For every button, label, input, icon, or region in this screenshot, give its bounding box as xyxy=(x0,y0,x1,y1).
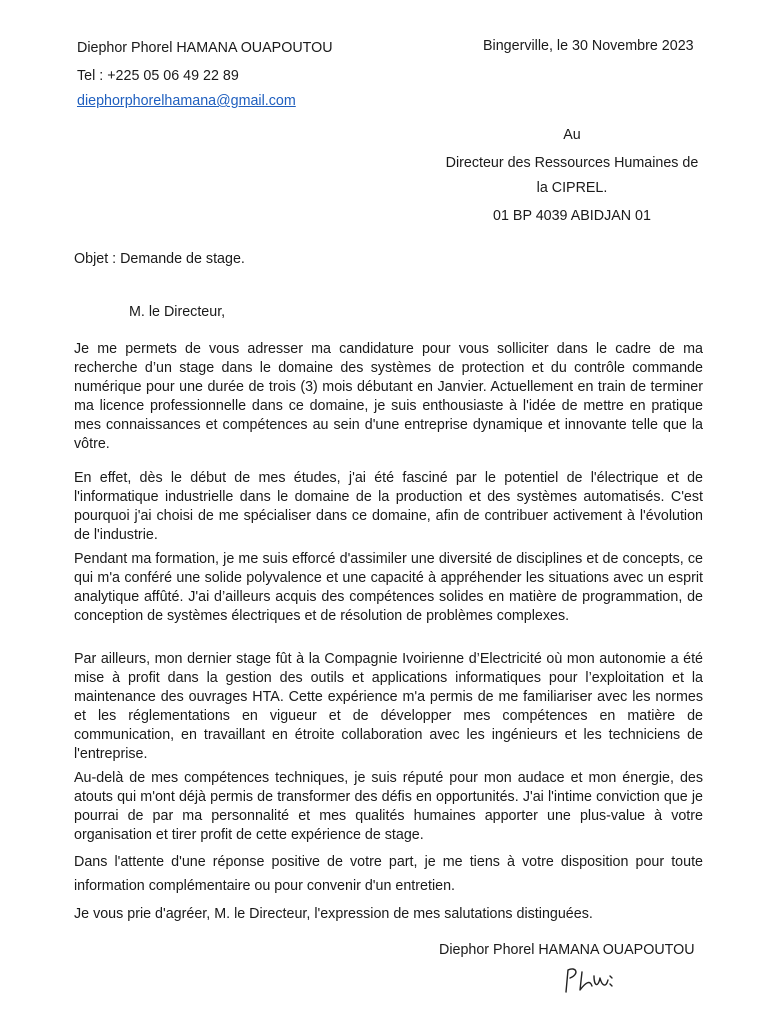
body-paragraph: Pendant ma formation, je me suis efforcé d'assimiler une diversité de disciplines et de concepts, ce qui m'a conféré une solide polyvalence et une capacité à appréhender les situations avec un esprit analytique affûté. J'ai d’ailleurs acquis des compétences solides en matière de programmation, de conception de systèmes électriques et de résolution de problèmes complexes. xyxy=(74,551,703,624)
handwritten-signature xyxy=(560,962,620,996)
salutation: M. le Directeur, xyxy=(129,304,226,320)
body-paragraph: Dans l'attente d'une réponse positive de votre part, je me tiens à votre disposition pour toute information complémentaire ou pour convenir d'un entretien. xyxy=(74,854,703,894)
sender-phone: Tel : +225 05 06 49 22 89 xyxy=(77,68,239,84)
letter-date: Bingerville, le 30 Novembre 2023 xyxy=(483,38,694,54)
letter-subject: Objet : Demande de stage. xyxy=(74,251,245,267)
signatory-name: Diephor Phorel HAMANA OUAPOUTOU xyxy=(439,942,695,958)
sender-name: Diephor Phorel HAMANA OUAPOUTOU xyxy=(77,40,333,56)
body-paragraph: Au-delà de mes compétences techniques, je suis réputé pour mon audace et mon énergie, des atouts qui m'ont déjà permis de transformer des défis en opportunités. J'ai l'intime conviction que je pourrai de par ma personnalité et mes qualités humaines apporter une plus-value à votre organisation et tirer profit de cette expérience de stage. xyxy=(74,770,703,843)
sender-email-link[interactable]: diephorphorelhamana@gmail.com xyxy=(77,93,296,109)
closing-formula: Je vous prie d'agréer, M. le Directeur, l'expression de mes salutations distinguées. xyxy=(74,906,593,922)
recipient-line: 01 BP 4039 ABIDJAN 01 xyxy=(493,208,651,224)
body-paragraph: En effet, dès le début de mes études, j'ai été fasciné par le potentiel de l'électrique et de l'informatique industrielle dans le domaine de la production et des systèmes automatisés. C'est pourquoi j'ai choisi de me spécialiser dans ce domaine, afin de contribuer activement à l'évolution de l'industrie. xyxy=(74,470,703,543)
body-paragraph: Je me permets de vous adresser ma candidature pour vous solliciter dans le cadre de ma recherche d’un stage dans le domaine des systèmes de protection et du contrôle commande numérique pour une durée de trois (3) mois débutant en Janvier. Actuellement en train de terminer ma licence professionnelle dans ce domaine, je suis enthousiaste à l'idée de mettre en pratique mes connaissances et compétences au sein d'une entreprise dynamique et innovante telle que la vôtre. xyxy=(74,341,703,452)
body-paragraph: Par ailleurs, mon dernier stage fût à la Compagnie Ivoirienne d’Electricité où mon autonomie a été mise à profit dans la gestion des outils et applications informatiques pour l’exploitation et la maintenance des ouvrages HTA. Cette expérience m'a permis de me familiariser avec les normes et les réglementations en vigueur et de développer mes compétences en matière de communication, en travaillant en étroite collaboration avec les ingénieurs et les techniciens de l'entreprise. xyxy=(74,651,703,762)
recipient-line: Directeur des Ressources Humaines de xyxy=(445,155,699,171)
recipient-line: Au xyxy=(563,127,581,143)
recipient-line: la CIPREL. xyxy=(536,180,608,196)
